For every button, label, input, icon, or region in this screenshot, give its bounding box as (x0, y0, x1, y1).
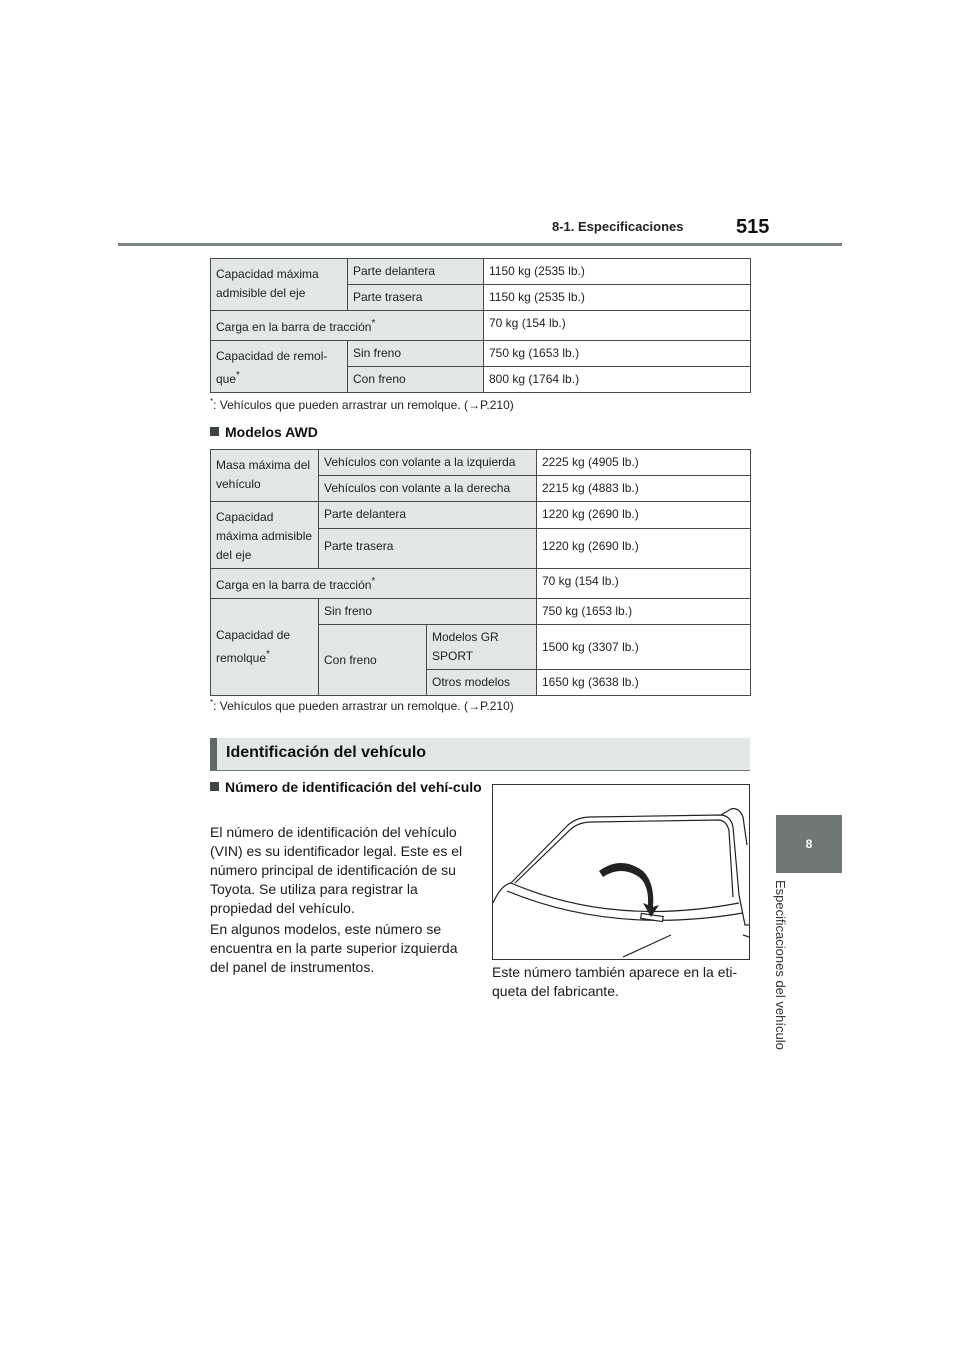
spec-table-1 (210, 258, 751, 393)
t1-tow-note-marker: * (236, 370, 240, 381)
t2-other-label: Otros modelos (427, 670, 537, 696)
t2-mass-rhd-value: 2215 kg (4883 lb.) (537, 476, 751, 502)
section-title: 8-1. Especificaciones (552, 219, 684, 234)
square-bullet-icon (210, 782, 219, 791)
t1-axle-front-value: 1150 kg (2535 lb.) (484, 259, 751, 285)
figure-caption: Este número también aparece en la eti-queta del fabricante. (492, 964, 738, 999)
vin-heading (210, 777, 485, 797)
t2-gr-value: 1500 kg (3307 lb.) (537, 625, 751, 670)
footnote-2-text: : Vehículos que pueden arrastrar un remolque. (→P.210) (213, 699, 514, 713)
t2-axle-rear-value: 1220 kg (2690 lb.) (537, 529, 751, 569)
t2-tow-label: Capacidad de remolque (216, 628, 291, 665)
t1-tow-brake-value: 800 kg (1764 lb.) (484, 367, 751, 393)
t2-tow-nobrake-value: 750 kg (1653 lb.) (537, 599, 751, 625)
t2-bar-note-marker: * (371, 576, 376, 587)
t1-tow-brake-label: Con freno (348, 367, 484, 393)
chapter-tab-number: 8 (776, 815, 842, 873)
footnote-2-marker: * (210, 698, 214, 707)
footnote-1 (210, 397, 514, 412)
t2-mass-label: Masa máxima del vehículo (211, 450, 319, 502)
t1-tow-nobrake-value: 750 kg (1653 lb.) (484, 341, 751, 367)
t1-bar-value: 70 kg (154 lb.) (484, 311, 751, 341)
t2-other-value: 1650 kg (3638 lb.) (537, 670, 751, 696)
chapter-tab-label (773, 880, 805, 1070)
awd-heading-text: Modelos AWD (225, 424, 318, 440)
t2-mass-lhd-value: 2225 kg (4905 lb.) (537, 450, 751, 476)
t2-gr-label: Modelos GR SPORT (427, 625, 537, 670)
page-number: 515 (736, 216, 770, 238)
vin-paragraph-2: En algunos modelos, este número se encuentra en la parte superior izquierda del panel de instrumentos. (210, 921, 458, 975)
t1-axle-rear-label: Parte trasera (348, 285, 484, 311)
footnote-1-marker: * (210, 397, 214, 406)
windshield-vin-illustration (492, 784, 750, 960)
t1-tow-label: Capacidad de remol-que (216, 349, 328, 386)
spec-table-2 (210, 449, 751, 696)
t1-bar-label-cell (211, 311, 484, 341)
vin-paragraph-1: El número de identificación del vehículo (VIN) es su identificador legal. Este es el número principal de identificación de su Toyota. Se utiliza para registrar la propiedad del vehículo. (210, 824, 463, 916)
t1-bar-label: Carga en la barra de tracción (216, 320, 372, 334)
header-divider (118, 243, 842, 246)
t2-axle-front-label: Parte delantera (319, 502, 537, 529)
t1-axle-label: Capacidad máxima admisible del eje (211, 259, 348, 311)
t2-axle-rear-label: Parte trasera (319, 529, 537, 569)
footnote-2 (210, 698, 514, 713)
t2-tow-note-marker: * (266, 649, 270, 660)
t2-mass-rhd-label: Vehículos con volante a la derecha (319, 476, 537, 502)
windshield-illustration-icon (493, 785, 749, 959)
t2-axle-front-value: 1220 kg (2690 lb.) (537, 502, 751, 529)
t1-tow-label-cell (211, 341, 348, 393)
t1-tow-nobrake-label: Sin freno (348, 341, 484, 367)
t2-bar-label-cell (211, 569, 537, 599)
t2-mass-lhd-label: Vehículos con volante a la izquierda (319, 450, 537, 476)
section-heading-bar (210, 738, 217, 770)
t2-tow-brake-label: Con freno (319, 625, 427, 696)
section-heading-text: Identificación del vehículo (226, 744, 427, 761)
t1-axle-rear-value: 1150 kg (2535 lb.) (484, 285, 751, 311)
footnote-1-text: : Vehículos que pueden arrastrar un remolque. (→P.210) (213, 398, 514, 412)
section-heading-vehicle-id (210, 738, 750, 771)
vin-heading-text: Número de identificación del vehí-culo (225, 779, 482, 795)
t1-axle-front-label: Parte delantera (348, 259, 484, 285)
t1-bar-note-marker: * (371, 318, 376, 329)
t2-tow-nobrake-label: Sin freno (319, 599, 537, 625)
t2-axle-label: Capacidad máxima admisible del eje (211, 502, 319, 569)
chapter-tab-label-text: Especificaciones del vehículo (773, 880, 788, 1050)
t2-tow-label-cell (211, 599, 319, 696)
awd-heading (210, 424, 318, 440)
t2-bar-value: 70 kg (154 lb.) (537, 569, 751, 599)
square-bullet-icon (210, 427, 219, 436)
t2-bar-label: Carga en la barra de tracción (216, 578, 372, 592)
